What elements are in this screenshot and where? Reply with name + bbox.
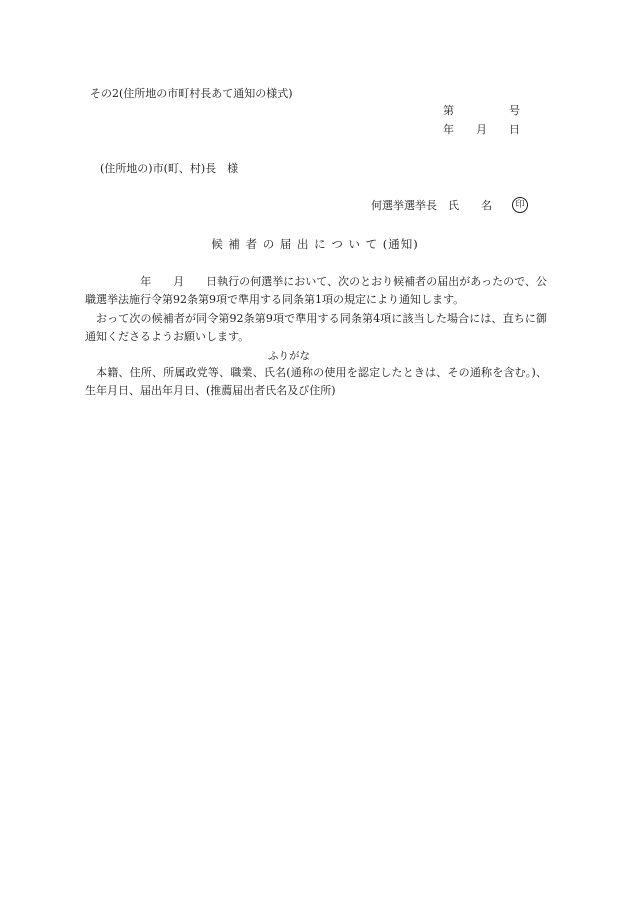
form-label: その2(住所地の市町村長あて通知の様式) xyxy=(90,87,293,100)
body-paragraph-1 xyxy=(85,273,547,308)
body-para2-text: おって次の候補者が同令第92条第9項で準用する同条第4項に該当した場合には、直ちに御通知くださるようお願いします。 xyxy=(85,312,547,343)
furigana-label: ふりがな xyxy=(268,350,310,362)
document-number: 第 号 xyxy=(443,104,520,117)
body-para1-text: 年 月 日執行の何選挙において、次のとおり候補者の届出があったので、公職選挙法施行令第92条第9項で準用する同条第1項の規定により通知します。 xyxy=(85,275,547,306)
body-paragraph-2 xyxy=(85,310,547,345)
addressee: (住所地の)市(町、村)長 様 xyxy=(100,162,239,175)
document-date: 年 月 日 xyxy=(443,123,520,136)
body-para3-text: 本籍、住所、所属政党等、職業、氏名(通称の使用を認定したときは、その通称を含む。)、生年月日、届出年月日、(推薦届出者氏名及び住所) xyxy=(85,366,547,397)
seal-mark: 印 xyxy=(512,197,528,213)
document-title: 候 補 者 の 届 出 に つ い て (通知) xyxy=(211,237,419,251)
sender-name: 何選挙選挙長 氏 名 xyxy=(371,199,492,212)
body-paragraph-3 xyxy=(85,364,547,399)
